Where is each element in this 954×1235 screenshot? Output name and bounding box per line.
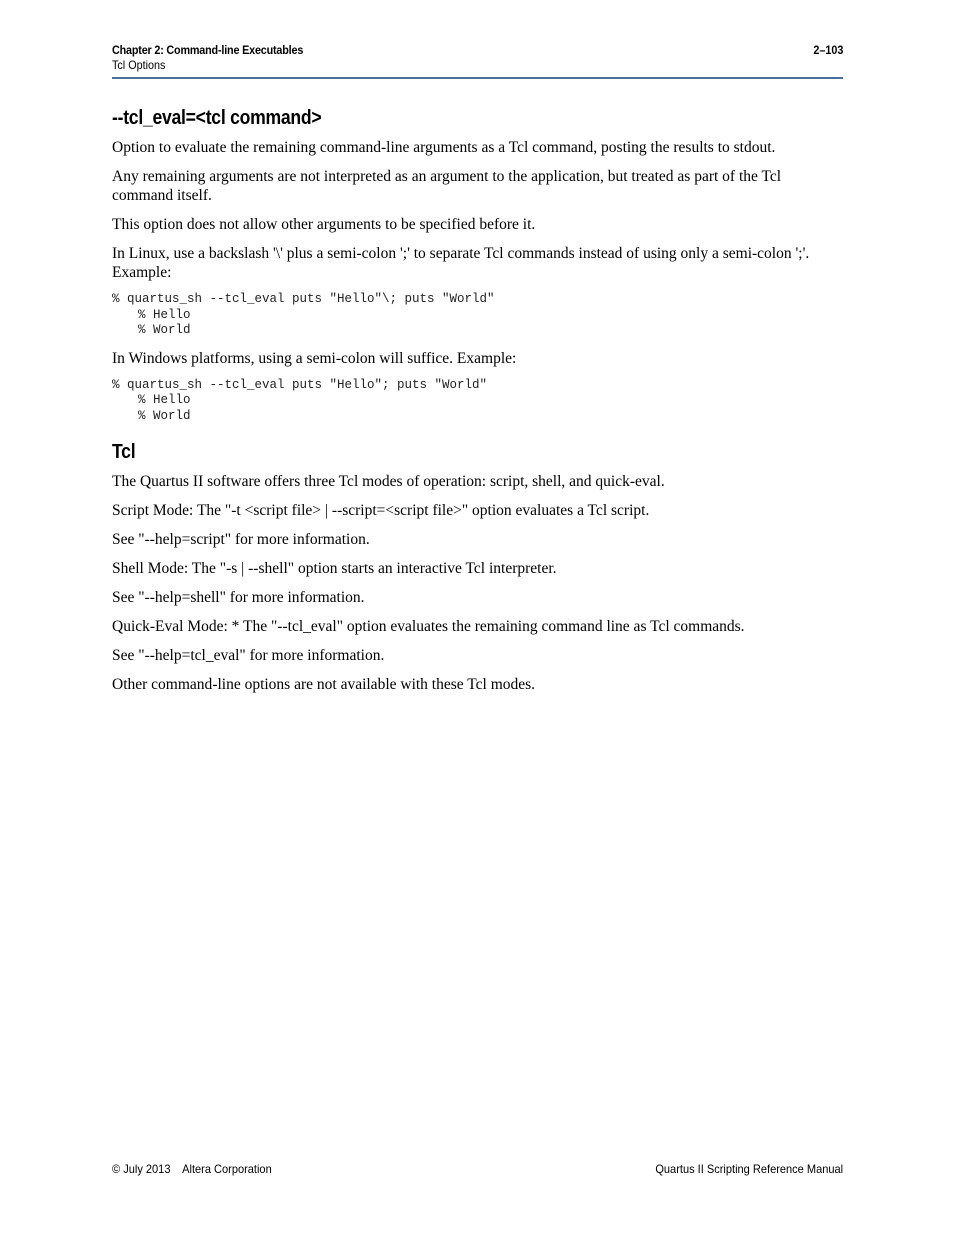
code-line: % quartus_sh --tcl_eval puts "Hello"; puts "World" xyxy=(112,377,488,392)
footer-copyright: © July 2013 Altera Corporation xyxy=(112,1162,272,1176)
paragraph: In Windows platforms, using a semi-colon will suffice. Example: xyxy=(112,349,517,367)
code-line: % Hello xyxy=(138,393,191,407)
code-line: % World xyxy=(138,408,191,423)
page-number: 2–103 xyxy=(812,43,843,57)
paragraph: This option does not allow other arguments to be specified before it. xyxy=(112,216,536,233)
paragraph: Any remaining arguments are not interpreted as an argument to the application, but treated as part of the Tcl command itself. xyxy=(112,168,782,204)
paragraph: Other command-line options are not available with these Tcl modes. xyxy=(112,676,536,693)
running-header-chapter: Chapter 2: Command-line Executables xyxy=(112,43,304,57)
code-example-linux xyxy=(112,292,843,339)
code-example-windows xyxy=(112,378,843,425)
section-heading-tcl-eval: --tcl_eval=<tcl command> xyxy=(112,107,322,129)
paragraph: See "--help=tcl_eval" for more information. xyxy=(112,647,385,664)
document-page xyxy=(112,0,843,1235)
code-line: % quartus_sh --tcl_eval puts "Hello"\; puts "World" xyxy=(112,292,495,306)
paragraph: Quick-Eval Mode: * The "--tcl_eval" option evaluates the remaining command line as Tcl commands. xyxy=(112,618,745,635)
page-body xyxy=(112,106,843,704)
paragraph: See "--help=script" for more information. xyxy=(112,531,370,548)
running-header-section: Tcl Options xyxy=(112,58,166,72)
paragraph: In Linux, use a backslash '\' plus a semi-colon ';' to separate Tcl commands instead of using only a semi-colon ';'. Example: xyxy=(112,245,810,281)
footer-manual-title: Quartus II Scripting Reference Manual xyxy=(655,1162,843,1176)
paragraph: See "--help=shell" for more information. xyxy=(112,589,365,606)
paragraph: The Quartus II software offers three Tcl modes of operation: script, shell, and quick-eval. xyxy=(112,473,665,490)
section-heading-tcl: Tcl xyxy=(112,441,136,463)
paragraph: Option to evaluate the remaining command-line arguments as a Tcl command, posting the results to stdout. xyxy=(112,139,776,156)
code-line: % Hello xyxy=(138,307,191,322)
code-line: % World xyxy=(138,323,191,337)
header-rule xyxy=(112,77,843,79)
paragraph: Script Mode: The "-t <script file> | --script=<script file>" option evaluates a Tcl script. xyxy=(112,502,650,519)
paragraph: Shell Mode: The "-s | --shell" option starts an interactive Tcl interpreter. xyxy=(112,560,557,577)
